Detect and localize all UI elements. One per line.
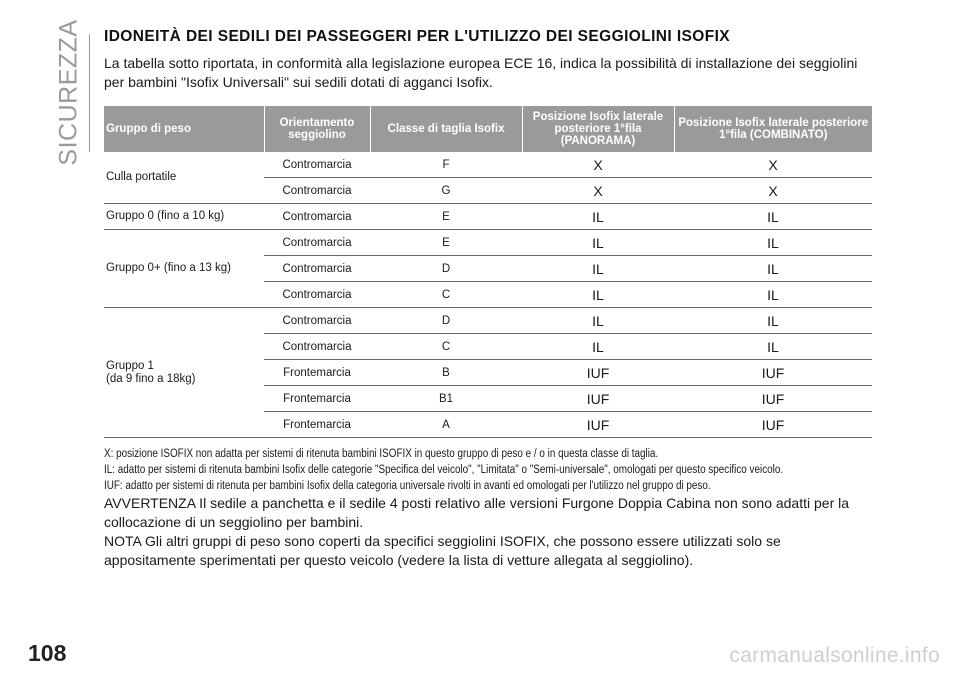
combinato-cell: IUF	[674, 360, 872, 386]
table-header	[104, 106, 872, 152]
legend-note-x: X: posizione ISOFIX non adatta per sistemi di ritenuta bambini ISOFIX in questo gruppo di peso e / o in questa classe di taglia.	[104, 448, 659, 460]
table-row	[104, 230, 872, 256]
size-class-cell: C	[370, 334, 522, 360]
weight-group-label: Gruppo 0+ (fino a 13 kg)	[106, 262, 231, 274]
combinato-cell: IL	[674, 204, 872, 230]
combinato-cell: IUF	[674, 412, 872, 438]
size-class-cell: D	[370, 256, 522, 282]
table-row	[104, 204, 872, 230]
size-class-cell: G	[370, 178, 522, 204]
legend-note-il: IL: adatto per sistemi di ritenuta bambini Isofix delle categorie "Specifica del veicolo", "Limitata" o "Semi-universale", omologati per questo specifico veicolo.	[104, 464, 784, 476]
header-pos-combinato: Posizione Isofix laterale posteriore 1°fila (COMBINATO)	[674, 106, 872, 152]
size-class-cell: D	[370, 308, 522, 334]
combinato-cell: X	[674, 178, 872, 204]
header-pos-panorama: Posizione Isofix laterale posteriore 1°fila (PANORAMA)	[522, 106, 674, 152]
table-header-row	[104, 106, 872, 152]
orientation-cell: Contromarcia	[264, 204, 370, 230]
weight-group-label: Gruppo 1	[106, 359, 154, 372]
weight-group-label: (da 9 fino a 18kg)	[106, 372, 196, 385]
section-side-label-text: SICUREZZA	[54, 18, 83, 166]
panorama-cell: IUF	[522, 360, 674, 386]
page-content	[104, 28, 874, 570]
page-title: IDONEITÀ DEI SEDILI DEI PASSEGGERI PER L'UTILIZZO DEI SEGGIOLINI ISOFIX	[104, 28, 731, 45]
panorama-cell: IL	[522, 230, 674, 256]
combinato-cell: IL	[674, 334, 872, 360]
header-weight-group: Gruppo di peso	[104, 106, 264, 152]
panorama-cell: X	[522, 178, 674, 204]
orientation-cell: Contromarcia	[264, 178, 370, 204]
size-class-cell: B1	[370, 386, 522, 412]
size-class-cell: B	[370, 360, 522, 386]
combinato-cell: IL	[674, 282, 872, 308]
orientation-cell: Contromarcia	[264, 152, 370, 178]
orientation-cell: Contromarcia	[264, 230, 370, 256]
legend-notes	[104, 446, 874, 494]
size-class-cell: A	[370, 412, 522, 438]
orientation-cell: Contromarcia	[264, 282, 370, 308]
legend-note-iuf: IUF: adatto per sistemi di ritenuta per bambini Isofix della categoria universale rivolti in avanti ed omologati per l'utilizzo nel gruppo di peso.	[104, 480, 711, 492]
orientation-cell: Contromarcia	[264, 308, 370, 334]
weight-group-cell	[104, 308, 264, 438]
weight-group-cell	[104, 230, 264, 308]
intro-paragraph: La tabella sotto riportata, in conformità alla legislazione europea ECE 16, indica la possibilità di installazione dei seggiolini per bambini "Isofix Universali" sui sedili dotati di agganci Isofix.	[104, 55, 858, 90]
size-class-cell: F	[370, 152, 522, 178]
combinato-cell: IUF	[674, 386, 872, 412]
panorama-cell: IL	[522, 256, 674, 282]
isofix-table	[104, 106, 872, 438]
weight-group-cell	[104, 204, 264, 230]
site-watermark: carmanualsonline.info	[729, 644, 940, 667]
side-divider	[89, 34, 90, 152]
panorama-cell: X	[522, 152, 674, 178]
orientation-cell: Contromarcia	[264, 256, 370, 282]
size-class-cell: E	[370, 204, 522, 230]
panorama-cell: IL	[522, 204, 674, 230]
panorama-cell: IUF	[522, 386, 674, 412]
panorama-cell: IL	[522, 282, 674, 308]
panorama-cell: IL	[522, 334, 674, 360]
weight-group-label: Culla portatile	[106, 171, 177, 183]
size-class-cell: C	[370, 282, 522, 308]
note-paragraph: NOTA Gli altri gruppi di peso sono coperti da specifici seggiolini ISOFIX, che possono essere utilizzati solo se appositamente sperimentati per questo veicolo (vedere la lista di vetture allegata al seggiolino).	[104, 533, 781, 568]
orientation-cell: Frontemarcia	[264, 412, 370, 438]
panorama-cell: IUF	[522, 412, 674, 438]
section-side-label	[52, 18, 86, 166]
size-class-cell: E	[370, 230, 522, 256]
orientation-cell: Contromarcia	[264, 334, 370, 360]
orientation-cell: Frontemarcia	[264, 386, 370, 412]
table-body	[104, 152, 872, 438]
header-seat-orientation: Orientamento seggiolino	[264, 106, 370, 152]
page-number: 108	[28, 640, 67, 666]
weight-group-label: Gruppo 0 (fino a 10 kg)	[106, 210, 225, 222]
warning-paragraph: AVVERTENZA Il sedile a panchetta e il sedile 4 posti relativo alle versioni Furgone Doppia Cabina non sono adatti per la collocazione di un seggiolino per bambini.	[104, 495, 850, 530]
panorama-cell: IL	[522, 308, 674, 334]
header-size-class: Classe di taglia Isofix	[370, 106, 522, 152]
orientation-cell: Frontemarcia	[264, 360, 370, 386]
combinato-cell: X	[674, 152, 872, 178]
combinato-cell: IL	[674, 256, 872, 282]
table-row	[104, 308, 872, 334]
weight-group-cell	[104, 152, 264, 204]
combinato-cell: IL	[674, 230, 872, 256]
table-row	[104, 152, 872, 178]
combinato-cell: IL	[674, 308, 872, 334]
